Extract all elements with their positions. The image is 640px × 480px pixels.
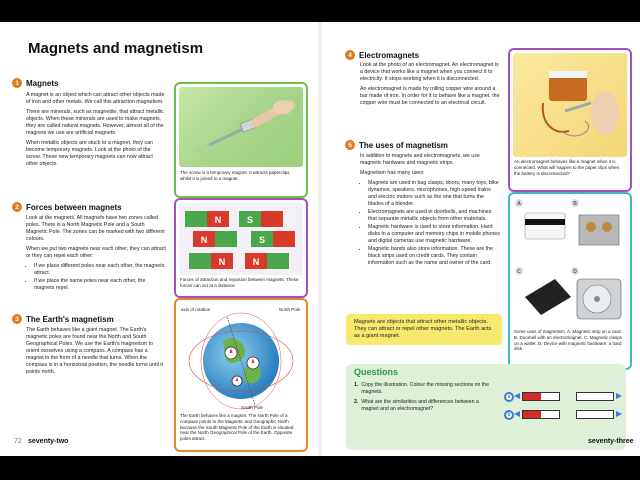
screw-caption: The screw is a temporary magnet. It attracts paperclips whilst it is joined to a magnet. (180, 170, 290, 181)
section-forces-heading (12, 202, 122, 212)
section-earth-heading (12, 314, 114, 324)
questions-heading: Questions (354, 367, 399, 377)
uses-label: A (517, 201, 521, 207)
arrow-icon (514, 411, 522, 417)
section-earth-text (26, 327, 166, 379)
paragraph: An electromagnet is made by rolling copper wire around a bar made of iron. In order for it to behave like a magnet, the copper wire must be connected to an electrical circuit. (360, 86, 500, 106)
arrow-icon (614, 393, 622, 399)
electromagnet-photo (513, 53, 627, 157)
figure-screw (174, 82, 308, 198)
arrow-icon (514, 393, 522, 399)
question-text: Copy the illustration. Colour the missing sections on the magnets. (361, 382, 490, 395)
paragraph: A magnet is an object which can attract other objects made of iron and other metals. We call this attraction magnetism. (26, 92, 165, 105)
list-item: • Electromagnets are used in doorbells, and machines that separate metallic objects from other materials. (368, 209, 500, 223)
questions-list (354, 382, 494, 416)
electromagnet-caption: An electromagnet behaves like a magnet when it is connected. What will happen to the paper clips when the battery is disconnected? (514, 159, 620, 176)
section-title: Magnets (26, 78, 59, 88)
uses-label: D (573, 269, 577, 275)
paragraph: There are minerals, such as magnetite, that attract metallic objects. When these minerals are used to make magnets, they are called natural magnets. However, almost all of the magnets we use are artificial magnets. (26, 109, 164, 136)
figure-electromagnet (508, 48, 632, 192)
earth-label-south: South Pole (241, 405, 264, 410)
uses-photos (513, 197, 627, 327)
pole-label: S (258, 235, 266, 245)
paragraph: The Earth behaves like a giant magnet. The Earth's magnetic poles are found near the North and South Geographical Poles. We use the Earth's magnetism to orient ourselves using a compass. A compass has a magnet in the form of a needle that turns. When the compass is in a horizontal position, the needle turns until it points north. (26, 327, 163, 375)
earth-label-axis: axis of rotation (181, 307, 211, 312)
right-page (320, 22, 640, 456)
figure-uses (508, 192, 632, 370)
screw-illustration (179, 87, 303, 167)
question-item (354, 399, 494, 412)
book-spread (0, 22, 640, 456)
question-magnet-a2 (576, 392, 614, 401)
screw-photo (179, 87, 303, 167)
forces-caption: Forces of attraction and repulsion between magnets. These forces can act at a distance. (180, 277, 299, 288)
section-number: 2 (12, 202, 22, 212)
question-text: What are the similarities and differences between a magnet and an electromagnet? (361, 399, 479, 412)
section-uses-text (360, 153, 500, 270)
section-uses-heading (345, 140, 448, 150)
section-number: 5 (345, 140, 355, 150)
question-item (354, 382, 494, 395)
question-magnet-b2 (576, 410, 614, 419)
diagram-label-b: b (504, 410, 514, 420)
uses-label: B (573, 201, 577, 207)
question-magnet-b1 (522, 410, 560, 419)
summary-box: Magnets are objects that attract other metallic objects. They can attract or repel other magnets. The Earth acts as a giant magnet. (346, 314, 502, 345)
figure-earth (174, 298, 308, 452)
arrow-icon (614, 411, 622, 417)
section-forces-text (26, 215, 166, 295)
section-number: 1 (12, 78, 22, 88)
paragraph: Magnetism has many uses: (360, 170, 425, 176)
list-item: • Magnetic hardware is used to store information. Hard disks in a computer and memory chips in mobile phones and digital cameras use magnetic hardware. (368, 224, 500, 245)
uses-caption: Some uses of magnetism. A. Magnetic strip on a card. B. Doorbell with an electromagnet. C. Magnetic clasps on a wallet. D. Device with magnetic hardware: a hard disk. (514, 329, 623, 352)
pole-label: N (252, 257, 260, 267)
bullet-list (26, 263, 166, 292)
pole-label: N (200, 235, 208, 245)
paragraph: Look at the photo of an electromagnet. An electromagnet is a device that works like a magnet when you connect it to electricity. It stops working when it is disconnected. (360, 62, 499, 82)
diagram-label-a: a (504, 392, 514, 402)
pole-label: S (246, 215, 254, 225)
list-item: • Magnetic bands also store information. These are the black strips used on credit cards. They contain information such as the name and owner of the card. (368, 246, 500, 267)
page-number-word: seventy-three (588, 438, 634, 445)
page-number: 72 (14, 438, 22, 445)
pole-label: N (218, 257, 226, 267)
section-magnets-text (26, 92, 166, 171)
earth-caption: The Earth behaves like a magnet. The North Pole of a compass points to the Magnetic and Geographic North because the South Magnetic Pole of the Earth is situated near the North Geographical Pole of the Earth. Opposite poles attract. (180, 413, 294, 442)
section-title: Forces between magnets (26, 202, 122, 212)
section-number: 4 (345, 50, 355, 60)
section-magnets-heading (12, 78, 58, 88)
list-item: • If we place the same poles near each other, the magnets repel. (34, 278, 166, 292)
list-item: • If we place different poles near each other, the magnets attract. (34, 263, 166, 277)
bullet-list (360, 180, 500, 267)
section-title: Electromagnets (359, 50, 420, 60)
left-page (0, 22, 320, 456)
page-title: Magnets and magnetism (28, 40, 204, 57)
earth-label-north: North Pole (279, 307, 301, 312)
page-number-word: seventy-two (28, 438, 69, 445)
paragraph: When metallic objects are stuck to a magnet, they can become temporary magnets. Look at the photo of the screw. These new temporary magnets can now attract other objects. (26, 140, 153, 167)
section-electromagnets-heading (345, 50, 419, 60)
list-item: • Magnets are used in bag clasps, doors, many toys, bike dynamos, speakers, microphones, high-speed trains and electric motors such as the one that turns the blades of a blender. (368, 180, 500, 208)
pole-label: N (214, 215, 222, 225)
question-magnet-a1 (522, 392, 560, 401)
section-electromagnets-text (360, 62, 500, 110)
paragraph: In addition to magnets and electromagnets, we use magnetic hardware and magnetic strips. (360, 153, 480, 166)
figure-forces (174, 198, 308, 298)
paragraph: Look at the magnets. All magnets have two zones called poles. There is a North Magnetic Pole and a South Magnetic Pole. The zones can be marked with two different colours. (26, 215, 165, 242)
questions-panel (346, 364, 626, 450)
uses-label: C (517, 269, 521, 275)
question-number: 2. (354, 399, 359, 406)
section-title: The Earth's magnetism (26, 314, 114, 324)
earth-illustration (179, 303, 303, 411)
section-number: 3 (12, 314, 22, 324)
paragraph: When we put two magnets near each other, they can attract or they can repel each other: (26, 246, 166, 259)
forces-illustration (179, 203, 303, 275)
section-title: The uses of magnetism (359, 140, 448, 150)
question-number: 1. (354, 382, 359, 388)
